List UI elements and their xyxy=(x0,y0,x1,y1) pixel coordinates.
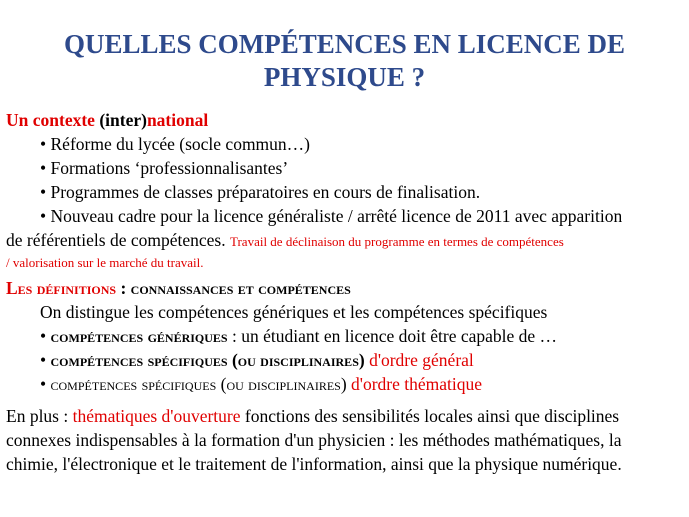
additional-section xyxy=(6,404,686,476)
definitions-section xyxy=(6,276,686,396)
generic-label: compétences génériques xyxy=(50,326,228,346)
context-bullet-4-continuation xyxy=(6,228,686,254)
additional-line-1 xyxy=(6,404,686,428)
context-heading-part-3: national xyxy=(146,110,209,130)
context-note-line-2: / valorisation sur le marché du travail. xyxy=(6,255,204,270)
definitions-intro: On distingue les compétences génériques et les compétences spécifiques xyxy=(40,302,548,322)
specific-general-label: compétences spécifiques (ou disciplinaires) xyxy=(50,350,365,370)
additional-line-3: chimie, l'électronique et le traitement de l'information, ainsi que la physique numérique. xyxy=(6,454,622,474)
specific-thematic-red: d'ordre thématique xyxy=(346,374,482,394)
bullet-2: • xyxy=(40,350,51,370)
definitions-heading xyxy=(6,276,686,300)
slide-title xyxy=(0,28,689,94)
additional-line-1-a: En plus : xyxy=(6,406,73,426)
definitions-item-specific-thematic xyxy=(6,372,686,396)
context-bullet-4: • Nouveau cadre pour la licence généraliste / arrêté licence de 2011 avec apparition xyxy=(40,206,623,226)
slide-title-line-1: QUELLES COMPÉTENCES EN LICENCE DE xyxy=(63,29,626,59)
slide-title-line-2: PHYSIQUE ? xyxy=(263,62,426,92)
definitions-item-specific-general xyxy=(6,348,686,372)
additional-line-2: connexes indispensables à la formation d'un physicien : les méthodes mathématiques, la xyxy=(6,430,622,450)
context-heading-part-1: Un contexte xyxy=(6,110,100,130)
additional-line-1-b: fonctions des sensibilités locales ainsi que disciplines xyxy=(240,406,620,426)
context-bullet-1: • Réforme du lycée (socle commun…) xyxy=(40,134,310,154)
generic-text: : un étudiant en licence doit être capable de … xyxy=(227,326,558,346)
bullet-3: • xyxy=(40,374,51,394)
context-bullet-3: • Programmes de classes préparatoires en cours de finalisation. xyxy=(40,182,481,202)
context-heading-part-2: (inter) xyxy=(99,110,147,130)
bullet-1: • xyxy=(40,326,51,346)
definitions-item-generic xyxy=(6,324,686,348)
context-continuation-text: de référentiels de compétences. xyxy=(6,230,226,250)
specific-thematic-label: compétences spécifiques (ou disciplinaires) xyxy=(50,374,347,394)
context-bullet-2: • Formations ‘professionnalisantes’ xyxy=(40,158,289,178)
context-note-line-1: Travail de déclinaison du programme en termes de compétences xyxy=(229,234,564,249)
context-section xyxy=(6,108,686,272)
specific-general-red: d'ordre général xyxy=(364,350,474,370)
definitions-heading-red: Les définitions xyxy=(6,278,117,298)
additional-line-1-red: thématiques d'ouverture xyxy=(72,406,241,426)
context-heading xyxy=(6,108,686,132)
definitions-heading-black: : connaissances et compétences xyxy=(116,278,351,298)
